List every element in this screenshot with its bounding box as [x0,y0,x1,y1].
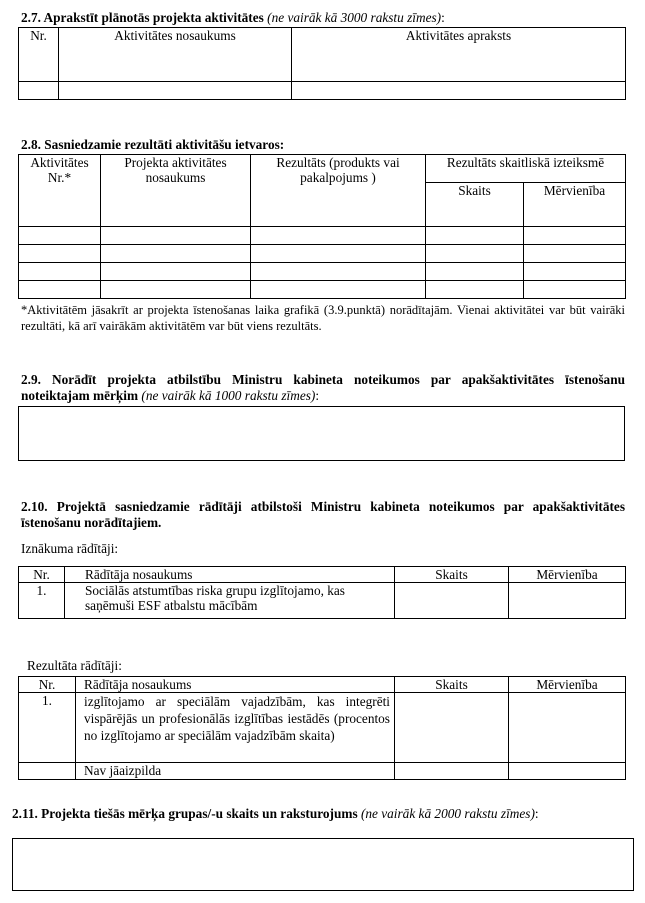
empty-cell[interactable] [524,281,626,299]
empty-cell[interactable] [509,763,626,780]
col-unit: Mērvienība [509,567,626,583]
target-group-box[interactable] [12,838,634,891]
empty-cell[interactable] [59,82,292,100]
output-indicators-label: Iznākuma rādītāji: [21,541,119,556]
row-nr: 1. [19,693,76,763]
col-count: Skaits [395,677,509,693]
results-table [18,154,626,299]
empty-cell[interactable] [395,583,509,619]
section-2-10-title [21,499,625,531]
empty-cell[interactable] [19,281,101,299]
row-nr: 1. [19,583,65,619]
empty-cell[interactable] [251,263,426,281]
result-indicators-table [18,676,626,780]
colon: : [441,10,445,25]
section-2-11-title [12,806,627,822]
empty-cell[interactable] [101,281,251,299]
col-count: Skaits [395,567,509,583]
col-activity-name: Aktivitātes nosaukums [59,28,292,82]
section-2-7-heading: 2.7. Aprakstīt plānotās projekta aktivitātes [21,10,264,25]
col-project-activity-name: Projekta aktivitātes nosaukums [101,155,251,227]
footnote: *Aktivitātēm jāsakrīt ar projekta īstenošanas laika grafikā (3.9.punktā) norādītajām. Vienai aktivitātei var būt vairāki rezultāti, kā arī vairākām aktivitātēm var būt viens rezultāts. [21,303,625,333]
section-2-11-heading: 2.11. Projekta tiešās mērķa grupas/-u skaits un raksturojums [12,806,358,821]
col-nr: Nr. [19,567,65,583]
empty-cell[interactable] [395,693,509,763]
empty-cell[interactable] [19,227,101,245]
col-result-numeric: Rezultāts skaitliskā izteiksmē [426,155,626,183]
section-2-11-note: (ne vairāk kā 2000 rakstu zīmes) [360,806,535,821]
empty-cell[interactable] [19,263,101,281]
empty-cell[interactable] [292,82,626,100]
goal-compliance-box[interactable] [18,406,625,461]
section-2-10-heading: 2.10. Projektā sasniedzamie rādītāji atbilstoši Ministru kabineta noteikumos par apakšaktivitātes īstenošanu norādītajiem. [21,499,625,530]
col-activity-desc: Aktivitātes apraksts [292,28,626,82]
activities-table [18,27,626,100]
empty-cell[interactable] [426,281,524,299]
col-nr: Nr. [19,677,76,693]
empty-cell[interactable] [251,281,426,299]
section-2-9-title [21,372,625,404]
empty-cell[interactable] [524,245,626,263]
empty-cell[interactable] [426,245,524,263]
col-count: Skaits [426,183,524,227]
empty-cell[interactable] [251,227,426,245]
empty-cell[interactable] [19,82,59,100]
empty-cell[interactable] [426,227,524,245]
col-indicator-name: Rādītāja nosaukums [76,677,395,693]
empty-cell[interactable] [509,693,626,763]
section-2-9-note: (ne vairāk kā 1000 rakstu zīmes) [141,388,316,403]
col-unit: Mērvienība [509,677,626,693]
section-2-7-title [21,10,631,25]
col-result: Rezultāts (produkts vai pakalpojums ) [251,155,426,227]
empty-cell[interactable] [251,245,426,263]
section-2-8-title [21,137,631,152]
col-indicator-name: Rādītāja nosaukums [65,567,395,583]
row-nr [19,763,76,780]
empty-cell[interactable] [101,227,251,245]
empty-cell[interactable] [524,227,626,245]
empty-cell[interactable] [509,583,626,619]
empty-cell[interactable] [101,245,251,263]
row-indicator-name: Sociālās atstumtības riska grupu izglītojamo, kas saņēmuši ESF atbalstu mācībām [65,583,395,619]
colon: : [534,806,539,821]
row-indicator-name: Nav jāaizpilda [76,763,395,780]
empty-cell[interactable] [395,763,509,780]
section-2-9-heading: 2.9. Norādīt projekta atbilstību Ministru kabineta noteikumos par apakšaktivitātes īstenošanu noteiktajam mērķim [21,372,625,403]
colon: : [315,388,320,403]
empty-cell[interactable] [19,245,101,263]
section-2-7-note: (ne vairāk kā 3000 rakstu zīmes) [267,10,442,25]
result-indicators-label: Rezultāta rādītāji: [27,658,122,673]
col-nr: Nr. [19,28,59,82]
output-indicators-table [18,566,626,619]
section-2-8-heading: 2.8. Sasniedzamie rezultāti aktivitāšu ietvaros: [21,137,285,152]
col-unit: Mērvienība [524,183,626,227]
empty-cell[interactable] [524,263,626,281]
empty-cell[interactable] [426,263,524,281]
empty-cell[interactable] [101,263,251,281]
row-indicator-name: izglītojamo ar speciālām vajadzībām, kas integrēti vispārējās un profesionālās izglītības iestādēs (procentos no izglītojamo ar speciālām vajadzībām skaita) [76,693,395,763]
col-activity-nr: Aktivitātes Nr.* [19,155,101,227]
